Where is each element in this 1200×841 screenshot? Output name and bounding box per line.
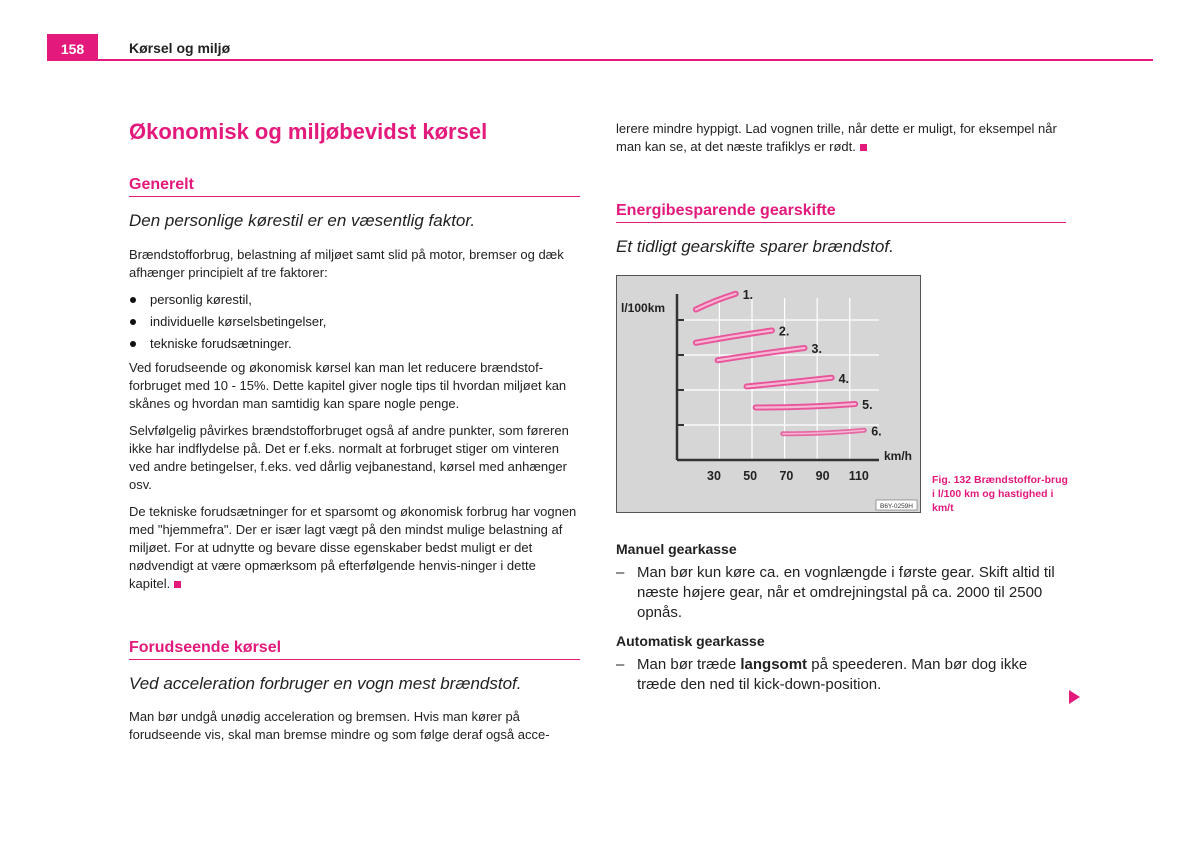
series-label: 6.: [871, 424, 882, 439]
series-curve-highlight: [696, 331, 772, 343]
page-title: Økonomisk og miljøbevidst kørsel: [129, 119, 488, 144]
chapter-title: Kørsel og miljø: [129, 40, 231, 56]
chart-svg: [617, 276, 920, 512]
subheading-manual-gearbox: Manuel gearkasse: [616, 541, 737, 557]
automatic-gearbox-instruction: – Man bør træde langsomt på speederen. Man bør dog ikke træde den ned til kick-down-position.: [616, 656, 1028, 693]
bullet-icon: [130, 319, 136, 325]
series-curve-highlight: [696, 294, 736, 310]
list-item: tekniske forudsætninger.: [129, 335, 580, 353]
series-label: 2.: [778, 324, 790, 339]
bullet-icon: [130, 297, 136, 303]
x-tick-label: 90: [815, 469, 830, 483]
fuel-consumption-chart: [616, 275, 921, 513]
paragraph-reduction: Ved forudseende og økonomisk kørsel kan man let reducere brændstof-forbruget med 10 - 15%. Dette kapitel giver nogle tips til hvordan miljøet kan skånes og hvordan man samtidig kan spare nogle penge.: [129, 360, 567, 411]
section-heading-generelt: Generelt: [129, 176, 580, 197]
bullet-icon: [130, 341, 136, 347]
series-curve-highlight: [718, 348, 805, 360]
figure-caption: Fig. 132 Brændstoffor-brug i l/100 km og hastighed i km/t: [932, 474, 1068, 514]
series-label: 5.: [862, 398, 873, 412]
paragraph-other-factors: Selvfølgelig påvirkes brændstofforbruget også af andre punkter, som føreren ikke har indflydelse på. Det er f.eks. normalt at forbruget stiger om vinteren ved andre betingelser, f.eks. ved dårlig vejbanestand, kørsel med anhænger osv.: [129, 423, 569, 492]
paragraph-intro: Brændstofforbrug, belastning af miljøet samt slid på motor, bremser og dæk afhænger principielt af tre faktorer:: [129, 247, 564, 280]
section-lead-generelt: Den personlige kørestil er en væsentlig faktor.: [129, 211, 476, 230]
section-lead-energi: Et tidligt gearskifte sparer brændstof.: [616, 237, 894, 256]
x-tick-label: 30: [707, 469, 721, 483]
paragraph-acceleration: Man bør undgå unødig acceleration og bremsen. Hvis man kører på forudseende vis, skal man bremse mindre og som følge deraf også acce-: [129, 709, 550, 742]
section-end-mark: [174, 581, 181, 588]
image-code: B6Y-0259H: [879, 503, 914, 510]
section-heading-energi: Energibesparende gearskifte: [616, 202, 1066, 223]
factor-list: [129, 291, 580, 353]
x-axis-label: km/h: [884, 449, 913, 463]
list-item: individuelle kørselsbetingelser,: [129, 313, 580, 331]
paragraph-continuation: lerere mindre hyppigt. Lad vognen trille, når dette er muligt, for eksempel når man kan se, at det næste trafiklys er rødt.: [616, 121, 1057, 154]
section-lead-forudseende: Ved acceleration forbruger en vogn mest brændstof.: [129, 674, 522, 693]
paragraph-technical: De tekniske forudsætninger for et sparsomt og økonomisk forbrug har vognen med "hjemmefra". Der er især lagt vægt på den mindst mulige belastning af miljøet. For at udnytte og bevare disse egenskaber bedst muligt er det nødvendigt at være opmærksom på efterfølgende henvis-ninger i dette kapitel.: [129, 504, 577, 591]
x-tick-label: 70: [779, 469, 794, 483]
series-label: 4.: [838, 371, 850, 386]
page-number: 158: [47, 34, 98, 60]
x-tick-label: 110: [848, 469, 869, 483]
x-tick-label: 50: [743, 469, 758, 483]
list-item: personlig kørestil,: [129, 291, 580, 309]
section-heading-forudseende: Forudseende kørsel: [129, 639, 580, 660]
manual-gearbox-instruction: – Man bør kun køre ca. en vognlængde i første gear. Skift altid til næste højere gear, når et omdrejningstal på ca. 2000 til 2500 opnås.: [616, 564, 1055, 621]
left-column: [129, 116, 580, 744]
series-label: 3.: [811, 342, 822, 356]
y-axis-label: l/100km: [621, 301, 666, 315]
subheading-automatic-gearbox: Automatisk gearkasse: [616, 633, 765, 649]
series-label: 1.: [742, 287, 754, 302]
continue-arrow-icon: [1069, 690, 1080, 704]
section-end-mark: [860, 144, 867, 151]
right-column: [616, 120, 1066, 695]
header-rule: [47, 59, 1153, 61]
